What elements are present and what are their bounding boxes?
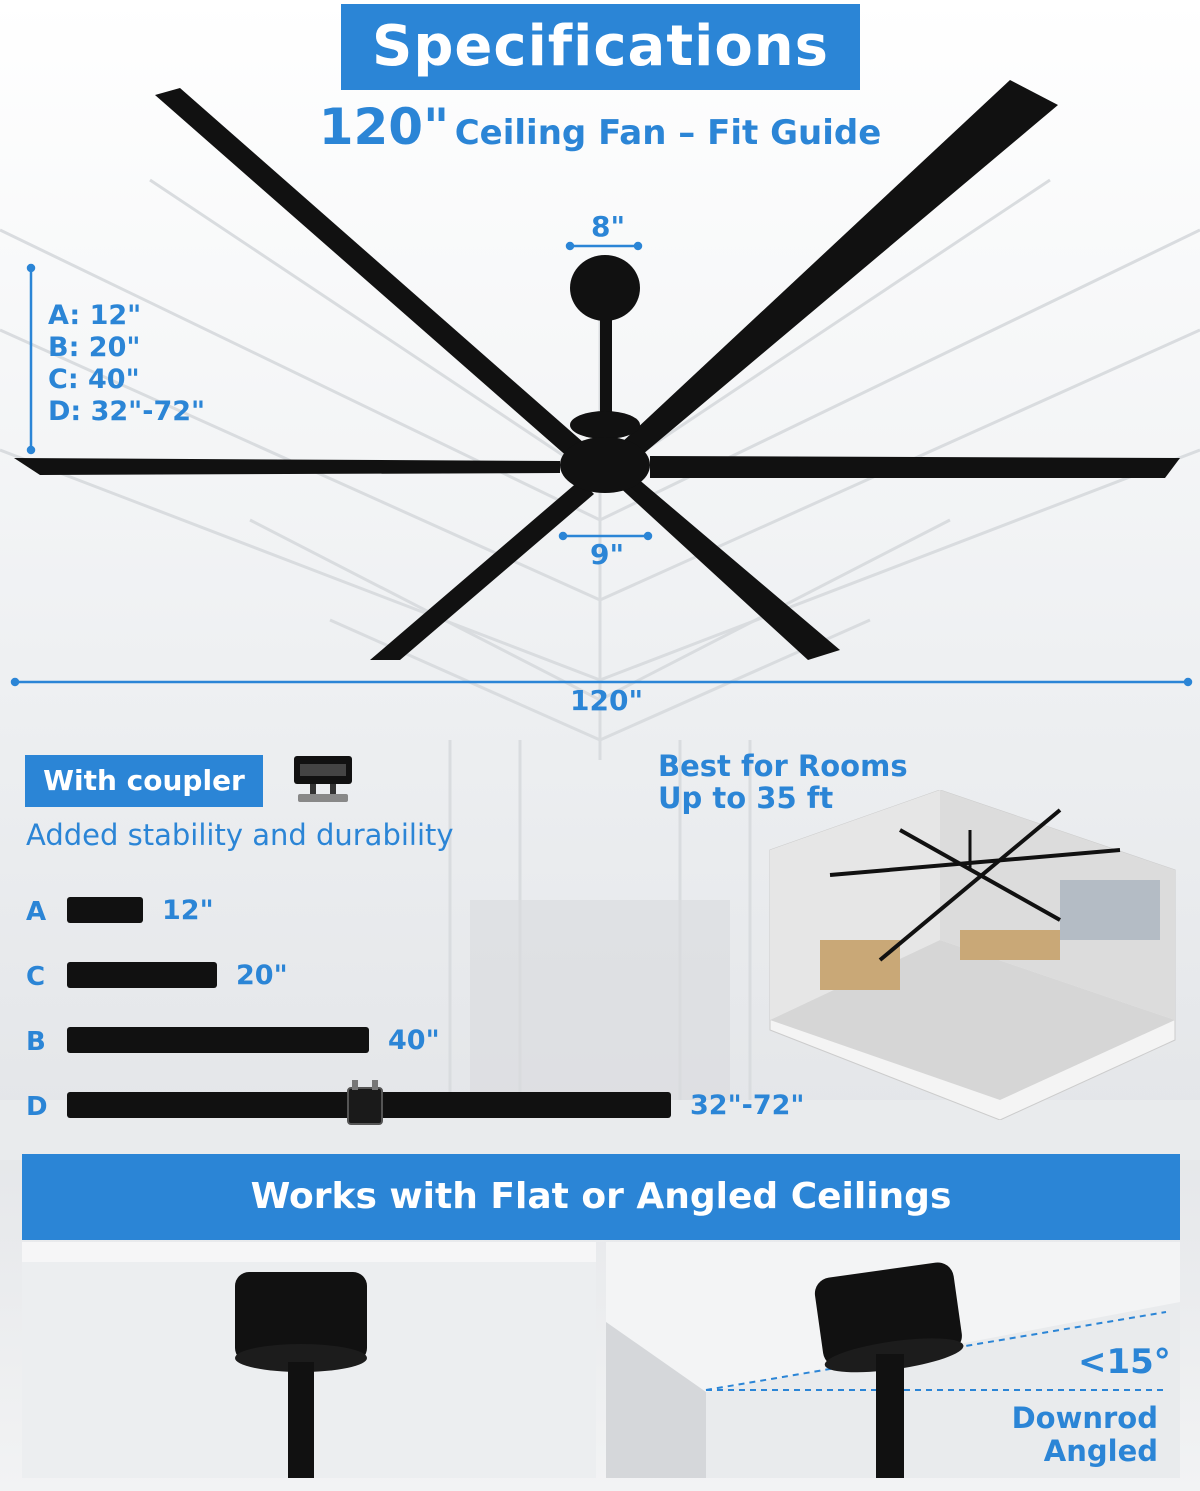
fan-blade <box>14 458 560 475</box>
coupler-icon <box>290 750 356 810</box>
motor-width-label: 9" <box>590 538 625 571</box>
fan-blade <box>616 472 840 660</box>
rod-letter-a: A <box>26 897 47 927</box>
coupler-badge: With coupler <box>25 755 263 807</box>
fan-size: 120" <box>318 98 450 156</box>
downrod <box>600 295 612 415</box>
fan-blade <box>155 88 592 466</box>
downrod-length-d: D: 32"-72" <box>48 396 206 427</box>
downrod-lengths <box>48 300 205 428</box>
canopy-width-label: 8" <box>591 210 626 243</box>
downrod-length-c: C: 40" <box>48 364 140 395</box>
span-label: 120" <box>570 684 644 717</box>
rod-bar-b <box>67 1027 369 1053</box>
rod-letter-c: C <box>26 962 46 992</box>
room-size-line1: Best for Rooms <box>658 749 908 783</box>
rod-letter-d: D <box>26 1092 48 1122</box>
downrod-length-a: A: 12" <box>48 300 142 331</box>
motor-housing <box>570 411 640 439</box>
rod-length-d: 32"-72" <box>690 1090 805 1121</box>
fan-blade <box>650 456 1180 478</box>
fan-blade <box>620 80 1058 460</box>
rod-bar-c <box>67 962 217 988</box>
angle-limit-label: <15° <box>1078 1342 1171 1382</box>
rod-length-c: 20" <box>236 960 288 991</box>
page-title: Specifications <box>341 4 860 90</box>
room-size-line2: Up to 35 ft <box>658 781 834 815</box>
ceilings-banner: Works with Flat or Angled Ceilings <box>22 1154 1180 1240</box>
rod-letter-b: B <box>26 1027 46 1057</box>
downrod-length-b: B: 20" <box>48 332 141 363</box>
rod-length-a: 12" <box>162 895 214 926</box>
downrod-angled-label <box>1012 1402 1158 1468</box>
rod-length-b: 40" <box>388 1025 440 1056</box>
downrod-label-line2: Angled <box>1043 1434 1158 1468</box>
rod-bar-a <box>67 897 143 923</box>
fan-blade <box>370 480 594 660</box>
rod-coupler-icon <box>344 1080 386 1130</box>
office-room-illustration <box>760 790 1180 1120</box>
coupler-description: Added stability and durability <box>26 818 454 852</box>
motor-housing <box>560 437 650 493</box>
downrod-label-line1: Downrod <box>1011 1401 1158 1435</box>
subtitle-text: Ceiling Fan – Fit Guide <box>454 113 882 153</box>
flat-ceiling-panel <box>22 1242 596 1478</box>
